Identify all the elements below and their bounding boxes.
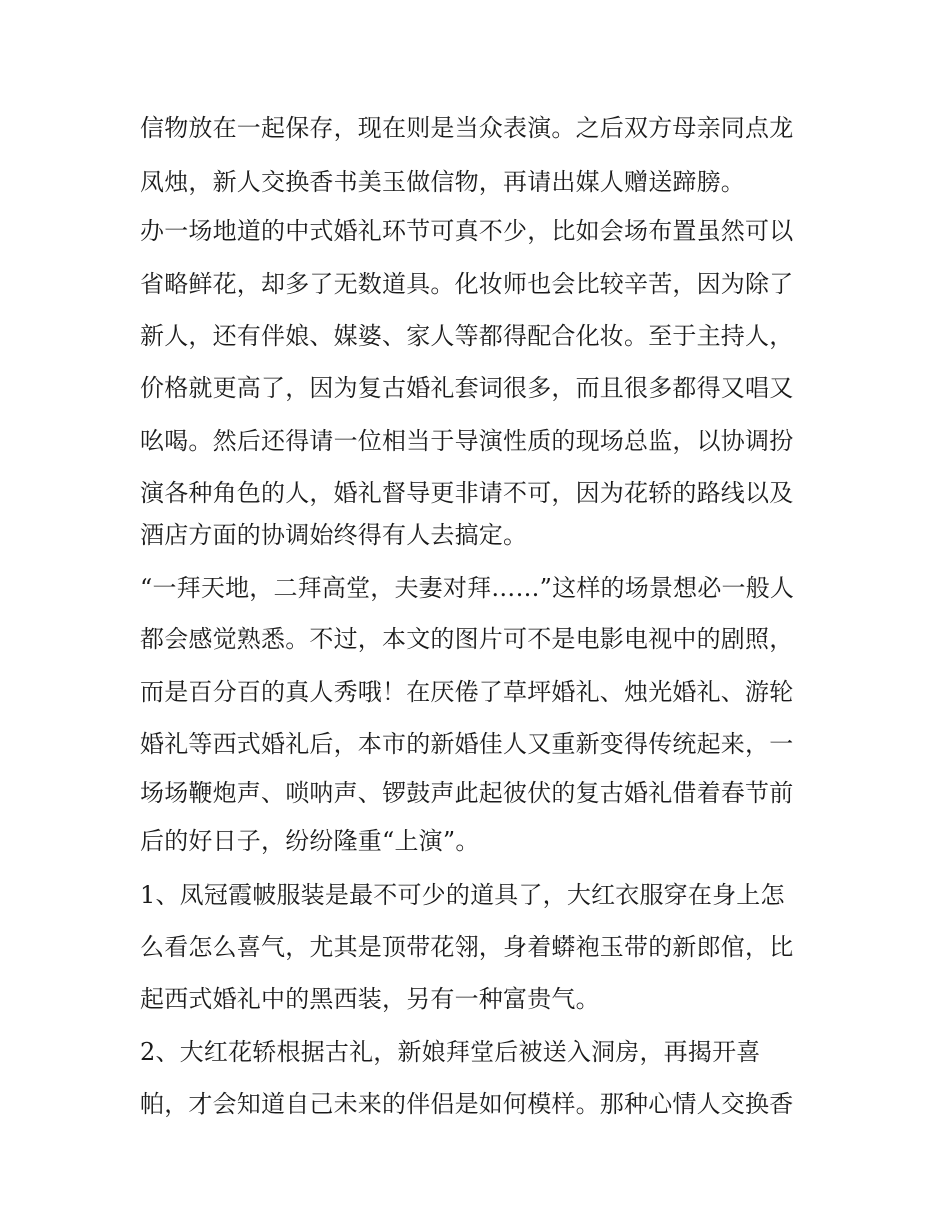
- text-line: 吆喝。然后还得请一位相当于导演性质的现场总监，以协调扮: [140, 427, 794, 455]
- text-line: 1、凤冠霞帔服装是最不可少的道具了，大红衣服穿在身上怎: [140, 881, 785, 909]
- text-line: 后的好日子，纷纷隆重“上演”。: [140, 827, 480, 855]
- text-line: 演各种角色的人，婚礼督导更非请不可，因为花轿的路线以及: [140, 479, 794, 507]
- text-line: “一拜天地，二拜高堂，夫妻对拜……”这样的场景想必一般人: [140, 574, 795, 602]
- text-line: 场场鞭炮声、唢呐声、锣鼓声此起彼伏的复古婚礼借着春节前: [140, 779, 794, 807]
- text-line: 帕，才会知道自己未来的伴侣是如何模样。那种心情人交换香: [140, 1090, 794, 1118]
- text-line: 新人，还有伴娘、媒婆、家人等都得配合化妆。至于主持人，: [140, 322, 794, 350]
- text-line: 么看怎么喜气，尤其是顶带花翎，身着蟒袍玉带的新郎倌，比: [140, 933, 794, 961]
- text-line: 2、大红花轿根据古礼，新娘拜堂后被送入洞房，再揭开喜: [140, 1038, 761, 1066]
- text-line: 凤烛，新人交换香书美玉做信物，再请出媒人赠送蹄膀。: [140, 168, 745, 196]
- text-line: 信物放在一起保存，现在则是当众表演。之后双方母亲同点龙: [140, 114, 794, 142]
- text-line: 都会感觉熟悉。不过，本文的图片可不是电影电视中的剧照，: [140, 625, 794, 653]
- text-line: 价格就更高了，因为复古婚礼套词很多，而且很多都得又唱又: [140, 374, 794, 402]
- text-line: 起西式婚礼中的黑西装，另有一种富贵气。: [140, 985, 600, 1013]
- text-line: 办一场地道的中式婚礼环节可真不少，比如会场布置虽然可以: [140, 217, 794, 245]
- text-line: 酒店方面的协调始终得有人去搞定。: [140, 521, 528, 549]
- text-line: 省略鲜花，却多了无数道具。化妆师也会比较辛苦，因为除了: [140, 270, 794, 298]
- text-line: 婚礼等西式婚礼后，本市的新婚佳人又重新变得传统起来，一: [140, 730, 794, 758]
- text-line: 而是百分百的真人秀哦！在厌倦了草坪婚礼、烛光婚礼、游轮: [140, 678, 794, 706]
